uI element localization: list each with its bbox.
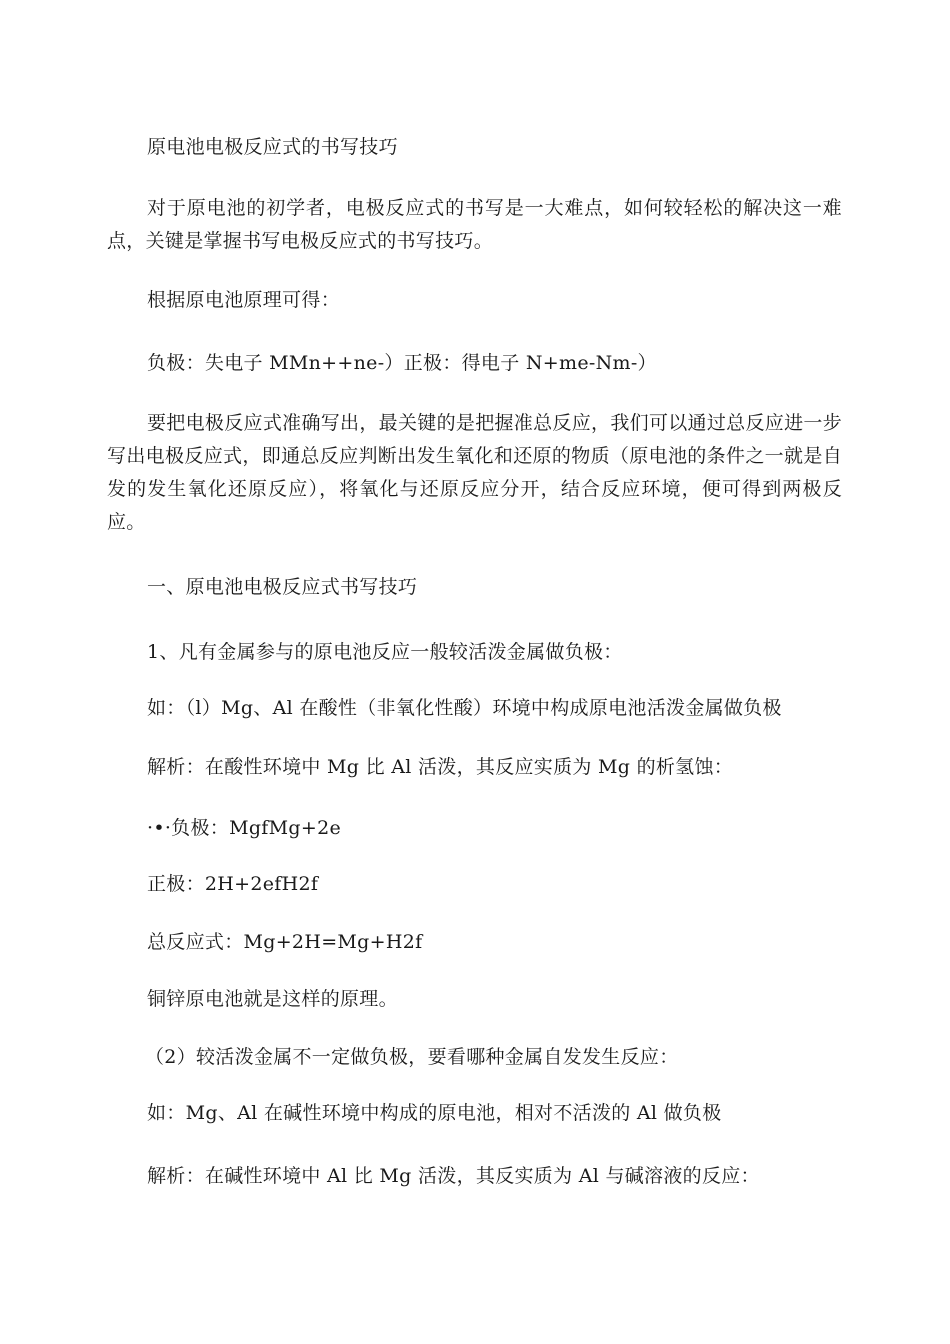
- paragraph-electrodes: 负极：失电子 MMn++ne-）正极：得电子 N+me-Nm-）: [147, 352, 657, 374]
- paragraph-method: 要把电极反应式准确写出，最关键的是把握准总反应，我们可以通过总反应进一步写出电极反应式，即通总反应判断出发生氧化和还原的物质（原电池的条件之一就是自发的发生氧化还原反应），将氧化与还原反应分开，结合反应环境，便可得到两极反应。: [107, 412, 842, 533]
- paragraph-rule-1: 1、凡有金属参与的原电池反应一般较活泼金属做负极：: [147, 641, 623, 663]
- paragraph-example-2: 如：Mg、Al 在碱性环境中构成的原电池，相对不活泼的 Al 做负极: [147, 1102, 722, 1124]
- equation-positive: 正极：2H+2efH2f: [147, 873, 319, 895]
- paragraph-analysis-1: 解析：在酸性环境中 Mg 比 Al 活泼，其反应实质为 Mg 的析氢蚀：: [147, 756, 734, 778]
- paragraph-rule-2: （2）较活泼金属不一定做负极，要看哪种金属自发发生反应：: [145, 1046, 679, 1068]
- paragraph-intro: 对于原电池的初学者，电极反应式的书写是一大难点，如何较轻松的解决这一难点，关键是掌握书写电极反应式的书写技巧。: [107, 197, 842, 252]
- document-title: 原电池电极反应式的书写技巧: [147, 136, 398, 158]
- section-heading-1: 一、原电池电极反应式书写技巧: [147, 576, 418, 598]
- paragraph-example-1: 如：（l）Mg、Al 在酸性（非氧化性酸）环境中构成原电池活泼金属做负极: [147, 697, 782, 719]
- paragraph-principle: 根据原电池原理可得：: [147, 289, 341, 311]
- paragraph-copper-zinc: 铜锌原电池就是这样的原理。: [147, 988, 398, 1010]
- equation-negative: ·•·负极：MgfMg+2e: [147, 817, 342, 839]
- equation-total: 总反应式：Mg+2H=Mg+H2f: [147, 931, 423, 953]
- paragraph-analysis-2: 解析：在碱性环境中 Al 比 Mg 活泼，其反实质为 Al 与碱溶液的反应：: [147, 1165, 760, 1187]
